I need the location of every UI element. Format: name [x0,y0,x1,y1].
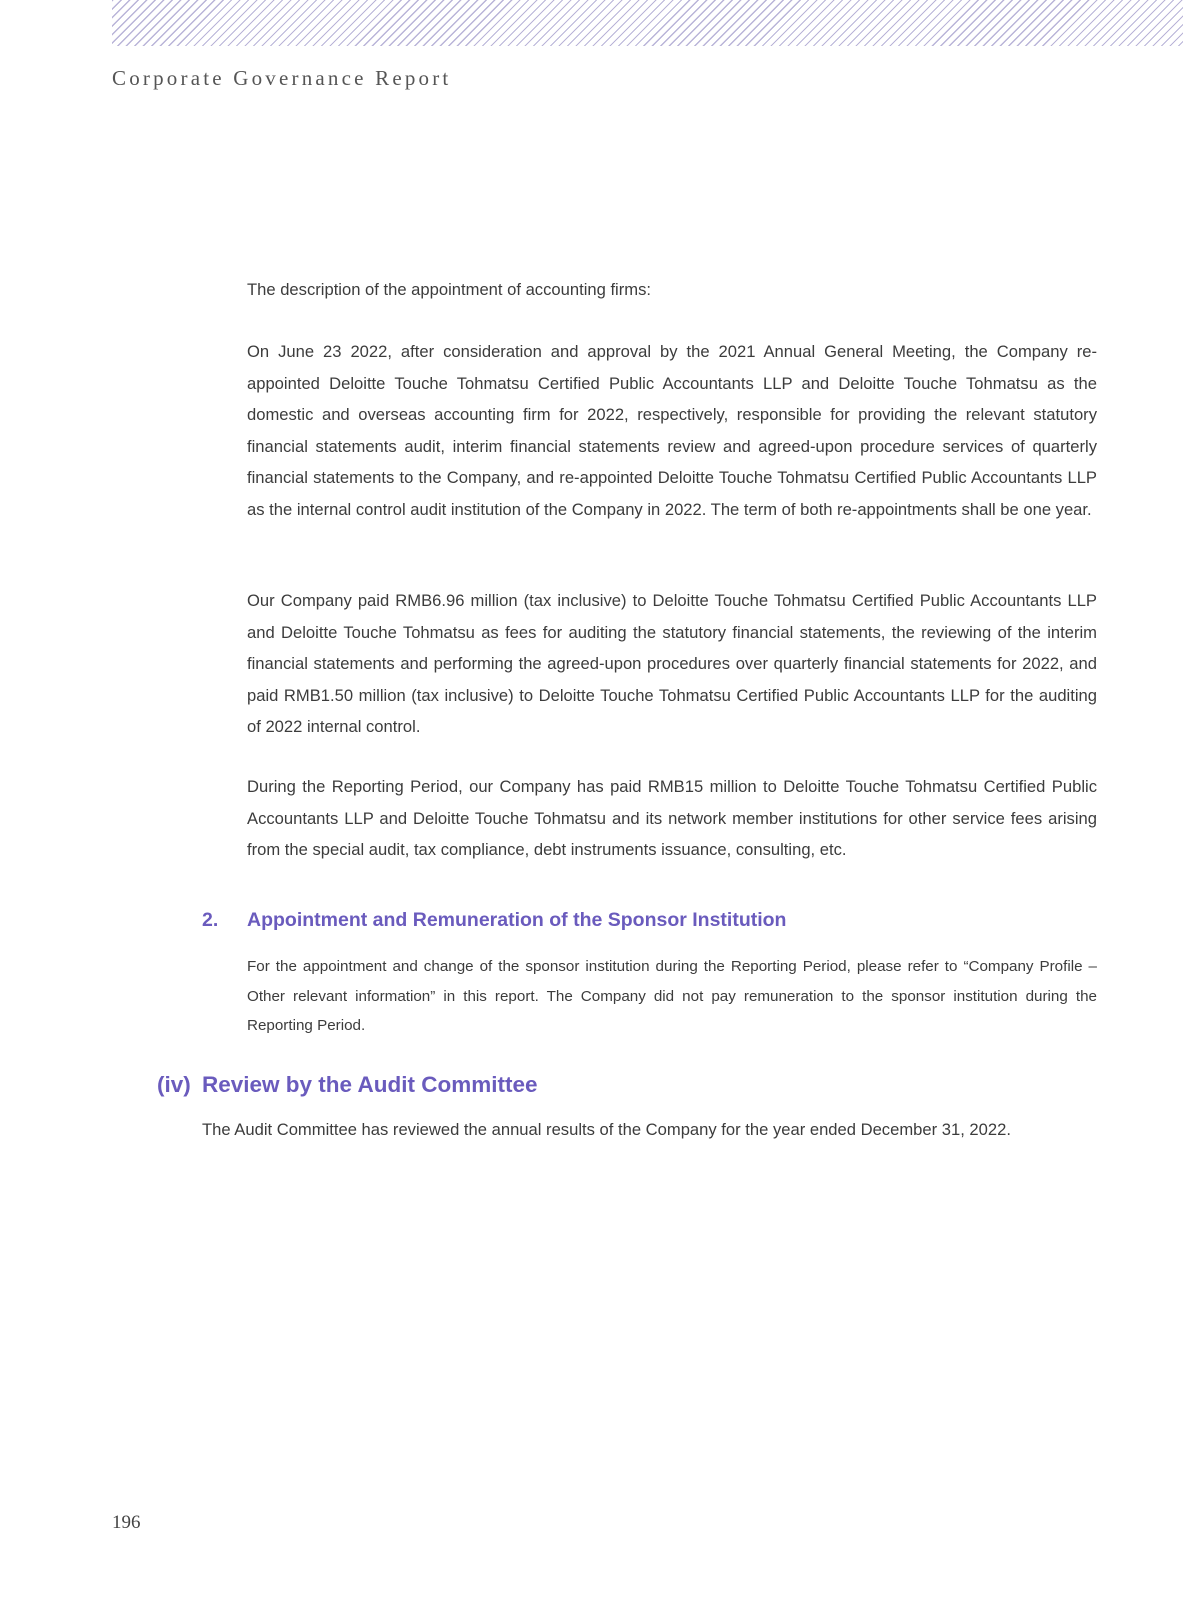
running-header: Corporate Governance Report [112,66,452,90]
other-fees-paragraph: During the Reporting Period, our Company has paid RMB15 million to Deloitte Touche Tohmatsu Certified Public Accountants LLP and Deloitte Touche Tohmatsu and its network member institutions for other service fees arising from the special audit, tax compliance, debt instruments issuance, consulting, etc. [247,777,1097,860]
audit-committee-number: (iv) [157,1072,191,1097]
header-hatch-band [112,0,1183,46]
sponsor-section-body: For the appointment and change of the sponsor institution during the Reporting Period, please refer to “Company Profile – Other relevant information” in this report. The Company did not pay remuneration to the sponsor institution during the Reporting Period. [247,958,1097,1035]
sponsor-section-title: Appointment and Remuneration of the Sponsor Institution [247,909,787,931]
page-number: 196 [112,1512,141,1533]
fees-paragraph: Our Company paid RMB6.96 million (tax inclusive) to Deloitte Touche Tohmatsu Certified Public Accountants LLP and Deloitte Touche Tohmatsu as fees for auditing the statutory financial statements, the reviewing of the interim financial statements and performing the agreed-upon procedures over quarterly financial statements for 2022, and paid RMB1.50 million (tax inclusive) to Deloitte Touche Tohmatsu Certified Public Accountants LLP for the auditing of 2022 internal control. [247,591,1097,737]
appointment-paragraph: On June 23 2022, after consideration and approval by the 2021 Annual General Meeting, the Company re-appointed Deloitte Touche Tohmatsu Certified Public Accountants LLP and Deloitte Touche Tohmatsu as the domestic and overseas accounting firm for 2022, respectively, responsible for providing the relevant statutory financial statements audit, interim financial statements review and agreed-upon procedure services of quarterly financial statements to the Company, and re-appointed Deloitte Touche Tohmatsu Certified Public Accountants LLP as the internal control audit institution of the Company in 2022. The term of both re-appointments shall be one year. [247,342,1097,519]
sponsor-section-number: 2. [202,909,219,931]
accounting-firms-intro: The description of the appointment of accounting firms: [247,280,652,299]
audit-committee-body: The Audit Committee has reviewed the annual results of the Company for the year ended December 31, 2022. [202,1120,1011,1139]
audit-committee-title: Review by the Audit Committee [202,1072,538,1097]
